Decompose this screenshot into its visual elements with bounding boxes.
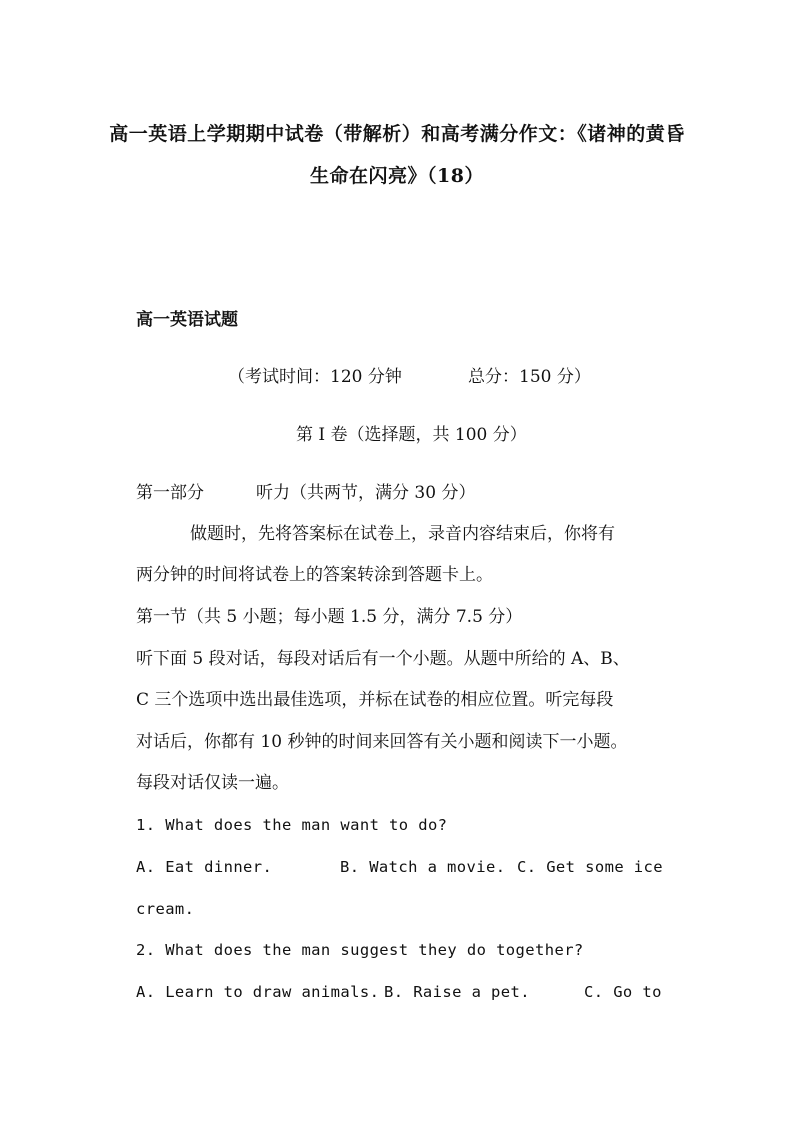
question-1-option-b: B. Watch a movie. [340,858,506,876]
question-2-stem: 2. What does the man suggest they do together? [136,941,584,959]
section-heading: 高一英语试题 [136,310,238,330]
question-1-option-c: C. Get some ice [517,858,663,876]
section1-desc-line-2: C 三个选项中选出最佳选项，并标在试卷的相应位置。听完每段 [136,690,614,710]
question-2-option-b: B. Raise a pet. [384,983,530,1001]
document-title-line-2: 生命在闪亮》（18） [310,165,484,187]
part-title: 听力（共两节，满分 30 分） [256,483,476,503]
exam-time: （考试时间：120 分钟 [228,367,402,387]
question-1-stem: 1. What does the man want to do? [136,816,448,834]
section1-desc-line-1: 听下面 5 段对话，每段对话后有一个小题。从题中所给的 A、B、 [136,649,630,669]
instructions-line-2: 两分钟的时间将试卷上的答案转涂到答题卡上。 [136,565,493,585]
document-title-line-1: 高一英语上学期期中试卷（带解析）和高考满分作文：《诸神的黄昏 [109,123,685,145]
section1-desc-line-4: 每段对话仅读一遍。 [136,773,289,793]
question-2-option-a: A. Learn to draw animals. [136,983,380,1001]
question-1-option-c-continued: cream. [136,900,195,918]
volume-heading: 第 I 卷（选择题，共 100 分） [296,425,527,445]
section1-desc-line-3: 对话后，你都有 10 秒钟的时间来回答有关小题和阅读下一小题。 [136,732,628,752]
instructions-line-1: 做题时，先将答案标在试卷上，录音内容结束后，你将有 [190,524,615,544]
total-score: 总分：150 分） [468,367,591,387]
part-label: 第一部分 [136,483,204,503]
question-2-option-c: C. Go to [584,983,662,1001]
section1-heading: 第一节（共 5 小题；每小题 1.5 分，满分 7.5 分） [136,607,523,627]
question-1-option-a: A. Eat dinner. [136,858,273,876]
